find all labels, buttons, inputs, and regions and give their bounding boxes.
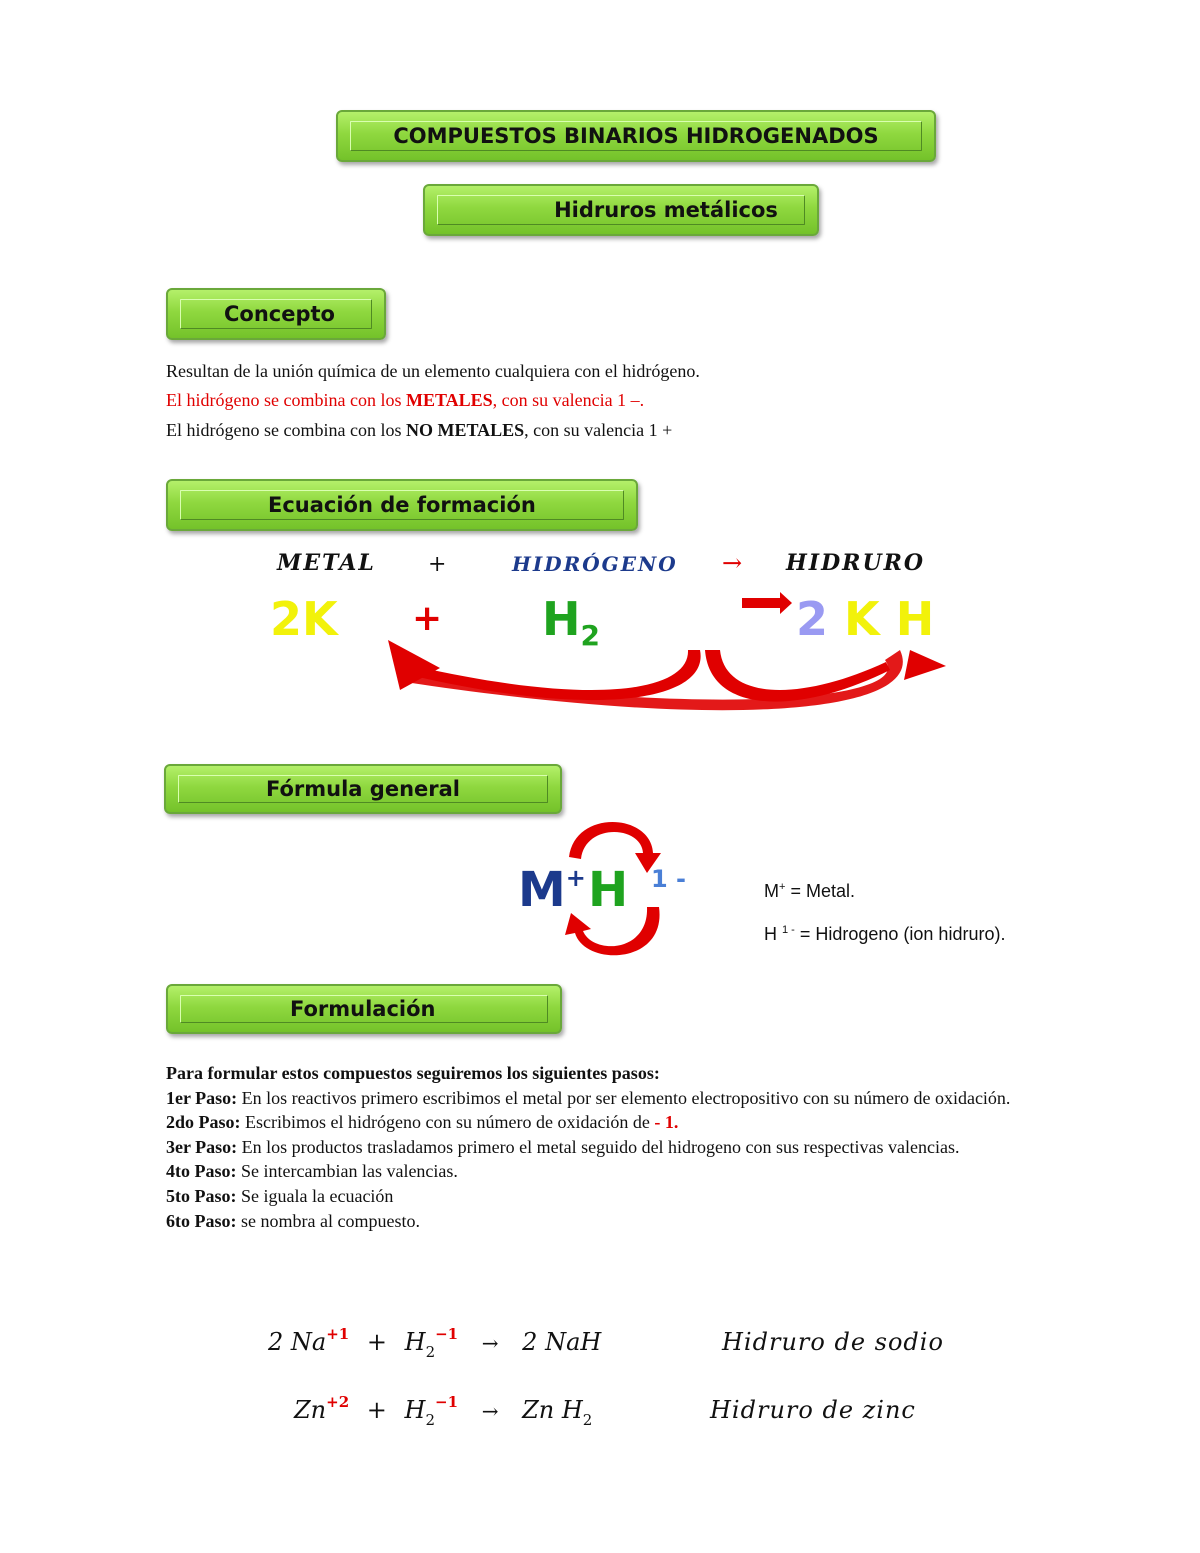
concepto-line-3-bold: NO METALES <box>405 420 525 440</box>
product-h: H <box>895 592 935 646</box>
formula-m-sup: + <box>565 864 586 892</box>
exchange-arrows-icon <box>370 590 960 730</box>
ex2-plus: + <box>366 1396 387 1424</box>
example-zinc-name: Hidruro de zinc <box>710 1396 916 1424</box>
product-coef: 2 <box>796 592 829 646</box>
formula-heading: Fórmula general <box>266 777 460 801</box>
concepto-line-2 <box>166 390 644 411</box>
step-1-label: 1er Paso: <box>166 1087 238 1108</box>
ex1-reactant: 2 Na <box>268 1328 327 1356</box>
eq-metal-label: METAL <box>277 550 376 576</box>
legend-h-text: = Hidrogeno (ion hidruro). <box>794 924 1006 944</box>
step-1 <box>166 1086 1036 1111</box>
ex2-h: H <box>404 1396 426 1424</box>
formula-m-letter: M <box>518 862 566 918</box>
ex2-reactant: Zn <box>294 1396 327 1424</box>
step-2-extra: - 1. <box>654 1112 679 1133</box>
ecuacion-banner <box>166 479 638 531</box>
ex1-arrow: → <box>481 1331 499 1355</box>
ex1-reactant-sup: +1 <box>326 1325 350 1343</box>
legend-h-sup: 1 - <box>782 924 795 936</box>
steps-intro <box>166 1061 1036 1086</box>
step-3 <box>166 1135 1036 1160</box>
concepto-line-2-a: El hidrógeno se combina con los <box>166 390 406 410</box>
ex2-h-sub: 2 <box>425 1411 436 1429</box>
legend-hidrogeno <box>764 924 1005 945</box>
example-zinc <box>294 1393 593 1429</box>
reactant-h: H <box>542 592 581 646</box>
step-1-text: En los reactivos primero escribimos el metal por ser elemento electropositivo con su número de oxidación. <box>237 1087 1011 1108</box>
ex1-product: 2 NaH <box>522 1328 602 1356</box>
concepto-banner <box>166 288 386 340</box>
step-5-text: Se iguala la ecuación <box>236 1185 394 1206</box>
step-5-label: 5to Paso: <box>166 1185 237 1206</box>
ex2-h-sup: −1 <box>435 1393 459 1411</box>
step-6-text: se nombra al compuesto. <box>236 1210 420 1231</box>
reactant-2k: 2K <box>270 592 338 646</box>
ex1-h: H <box>404 1328 426 1356</box>
eq-arrow-label: → <box>722 549 743 577</box>
formula-h: H <box>588 862 629 918</box>
formulacion-heading: Formulación <box>290 997 436 1021</box>
legend-metal-sup: + <box>779 881 786 893</box>
steps-intro-text: Para formular estos compuestos seguiremos los siguientes pasos: <box>166 1063 660 1083</box>
eq-plus-label: + <box>428 552 447 577</box>
legend-metal-text: = Metal. <box>785 881 855 901</box>
formula-banner <box>164 764 562 814</box>
ex1-h-sub: 2 <box>425 1343 436 1361</box>
step-2-label: 2do Paso: <box>166 1112 241 1133</box>
step-3-text: En los productos trasladamos primero el metal seguido del hidrogeno con sus respectivas valencias. <box>237 1136 960 1157</box>
example-sodium-name: Hidruro de sodio <box>722 1328 944 1356</box>
concepto-line-3 <box>166 420 672 441</box>
legend-h-letter: H <box>764 924 782 944</box>
product-k: K <box>844 592 880 646</box>
step-3-label: 3er Paso: <box>166 1136 238 1157</box>
step-2-text: Escribimos el hidrógeno con su número de oxidación de <box>240 1112 655 1133</box>
reactant-h-sub: 2 <box>580 619 600 652</box>
step-4-label: 4to Paso: <box>166 1161 237 1182</box>
ex2-arrow: → <box>481 1399 499 1423</box>
ex2-product-sub: 2 <box>582 1411 593 1429</box>
concepto-line-3-c: , con su valencia 1 + <box>524 420 673 440</box>
main-title-banner <box>336 110 936 162</box>
ex1-h-sup: −1 <box>435 1325 459 1343</box>
main-title: COMPUESTOS BINARIOS HIDROGENADOS <box>393 124 879 148</box>
ex2-product: Zn H <box>522 1396 583 1424</box>
ex2-reactant-sup: +2 <box>326 1393 350 1411</box>
concepto-line-1: Resultan de la unión química de un elemento cualquiera con el hidrógeno. <box>166 361 700 381</box>
formulacion-banner <box>166 984 562 1034</box>
legend-metal-m: M <box>764 881 779 901</box>
ex1-plus: + <box>366 1328 387 1356</box>
concepto-line-3-a: El hidrógeno se combina con los <box>166 420 406 440</box>
concepto-line-2-c: , con su valencia 1 –. <box>492 390 645 410</box>
subtitle: Hidruros metálicos <box>554 198 778 222</box>
formula-h-sup: 1 - <box>651 865 687 893</box>
subtitle-banner <box>423 184 819 236</box>
step-6 <box>166 1209 1036 1234</box>
step-5 <box>166 1184 1036 1209</box>
reactant-plus: + <box>412 598 443 639</box>
eq-hidruro-label: HIDRURO <box>786 550 926 576</box>
concepto-heading: Concepto <box>224 302 335 326</box>
eq-hidrogeno-label: HIDRÓGENO <box>512 552 678 576</box>
concepto-line-2-bold: METALES <box>405 390 493 410</box>
step-2 <box>166 1110 1036 1135</box>
steps-block <box>166 1061 1036 1233</box>
step-4 <box>166 1159 1036 1184</box>
step-6-label: 6to Paso: <box>166 1210 237 1231</box>
formula-m <box>518 862 586 918</box>
legend-metal <box>764 881 855 902</box>
step-4-text: Se intercambian las valencias. <box>236 1161 458 1182</box>
ecuacion-heading: Ecuación de formación <box>268 493 536 517</box>
example-sodium <box>268 1325 602 1361</box>
